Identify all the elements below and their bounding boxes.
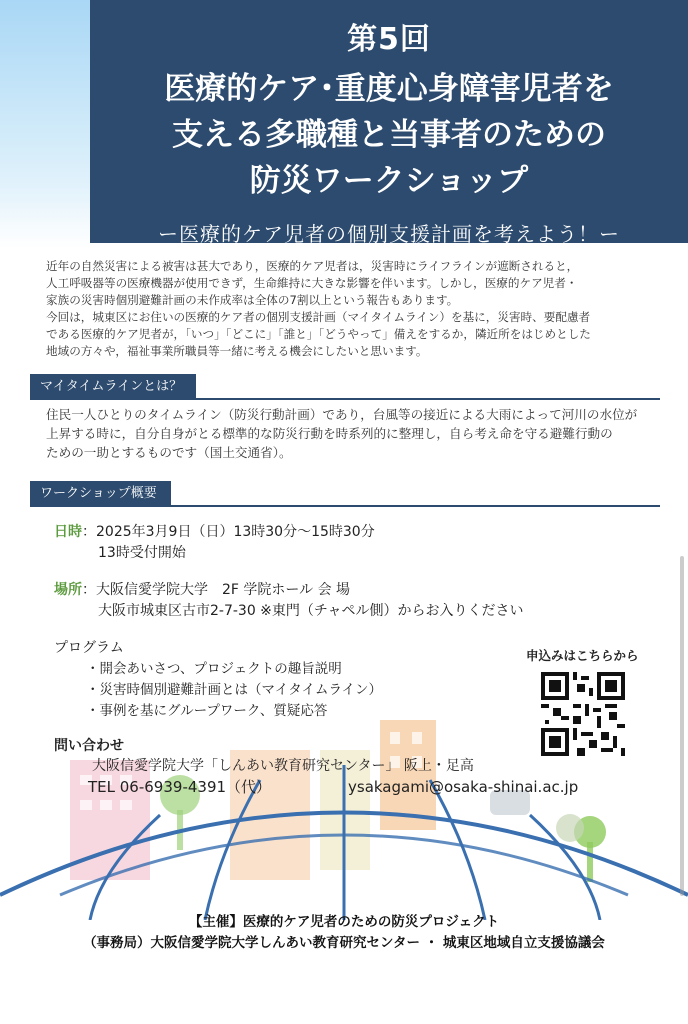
title-banner [90,0,688,246]
intro-line: 家族の災害時個別避難計画の未作成率は全体の7割以上という報告もあります。 [46,293,459,307]
intro-text [46,258,656,360]
mytimeline-line: 住民一人ひとりのタイムライン（防災行動計画）であり，台風等の接近による大雨によって河川の水位が [46,407,638,422]
episode-label: 第5回 [347,22,431,57]
program-item: ・災害時個別避難計画とは（マイタイムライン） [86,682,383,698]
date-note: 13時受付開始 [98,545,186,561]
background-glow [0,0,100,250]
qr-caption: 申込みはこちらから [526,648,639,663]
mytimeline-line: ための一助とするものです（国土交通省）。 [46,445,292,460]
place-value: ：大阪信愛学院大学 2F 学院ホール 会 場 [82,582,351,598]
date-label: 日時 [54,524,82,540]
contact-tel: TEL 06-6939-4391（代） [88,778,272,796]
place-label: 場所 [54,582,82,598]
overview-heading: ワークショップ概要 [30,481,171,507]
page-title [90,66,688,204]
footer-organizer: 【主催】医療的ケア児者のための防災プロジェクト [188,914,500,930]
mytimeline-text [46,405,666,462]
program-label: プログラム [54,640,124,656]
program-list [86,659,382,722]
title-line: 医療的ケア･重度心身障害児者を [164,71,614,107]
footer-office: （事務局）大阪信愛学院大学しんあい教育研究センター ・ 城東区地域自立支援協議会 [83,935,605,951]
qr-code-icon[interactable] [541,672,625,756]
scrollbar[interactable] [680,556,684,896]
date-row [54,522,375,543]
title-line: 防災ワークショップ [249,163,529,199]
intro-line: 人工呼吸器等の医療機器が使用できず，生命維持に大きな影響を伴います。しかし，医療的ケア児者・ [46,276,578,290]
place-row [54,580,350,601]
contact-email[interactable]: ysakagami@osaka-shinai.ac.jp [348,778,579,796]
title-line: 支える多職種と当事者のための [172,117,606,153]
footer [0,912,688,954]
mytimeline-heading: マイタイムラインとは？ [30,374,196,400]
intro-line: 今回は，城東区にお住いの医療的ケア者の個別支援計画（マイタイムライン）を基に，災害時、要配慮者 [46,310,591,324]
intro-line: 地域の方々や，福祉事業所職員等一緒に考える機会にしたいと思います。 [46,344,428,358]
contact-org: 大阪信愛学院大学「しんあい教育研究センター」 阪上・足高 [92,758,474,774]
mytimeline-line: 上昇する時に，自分自身がとる標準的な防災行動を時系列的に整理し，自ら考え命を守る避難行動の [46,426,613,441]
program-item: ・事例を基にグループワーク、質疑応答 [86,703,328,719]
section-divider [30,505,660,507]
section-divider [30,398,660,400]
page-subtitle: ー医療的ケア児者の個別支援計画を考えよう！ー [158,222,620,246]
date-value: ：2025年3月9日（日）13時30分～15時30分 [82,524,375,540]
program-item: ・開会あいさつ、プロジェクトの趣旨説明 [86,661,342,677]
contact-label: 問い合わせ [54,738,124,754]
place-address: 大阪市城東区古市2-7-30 ※東門（チャペル側）からお入りください [98,603,524,619]
intro-line: である医療的ケア児者が，「いつ」「どこに」「誰と」「どうやって」備えをするか，隣近所をはじめとした [46,327,591,341]
intro-line: 近年の自然災害による被害は甚大であり，医療的ケア児者は，災害時にライフラインが遮断されると， [46,259,579,273]
